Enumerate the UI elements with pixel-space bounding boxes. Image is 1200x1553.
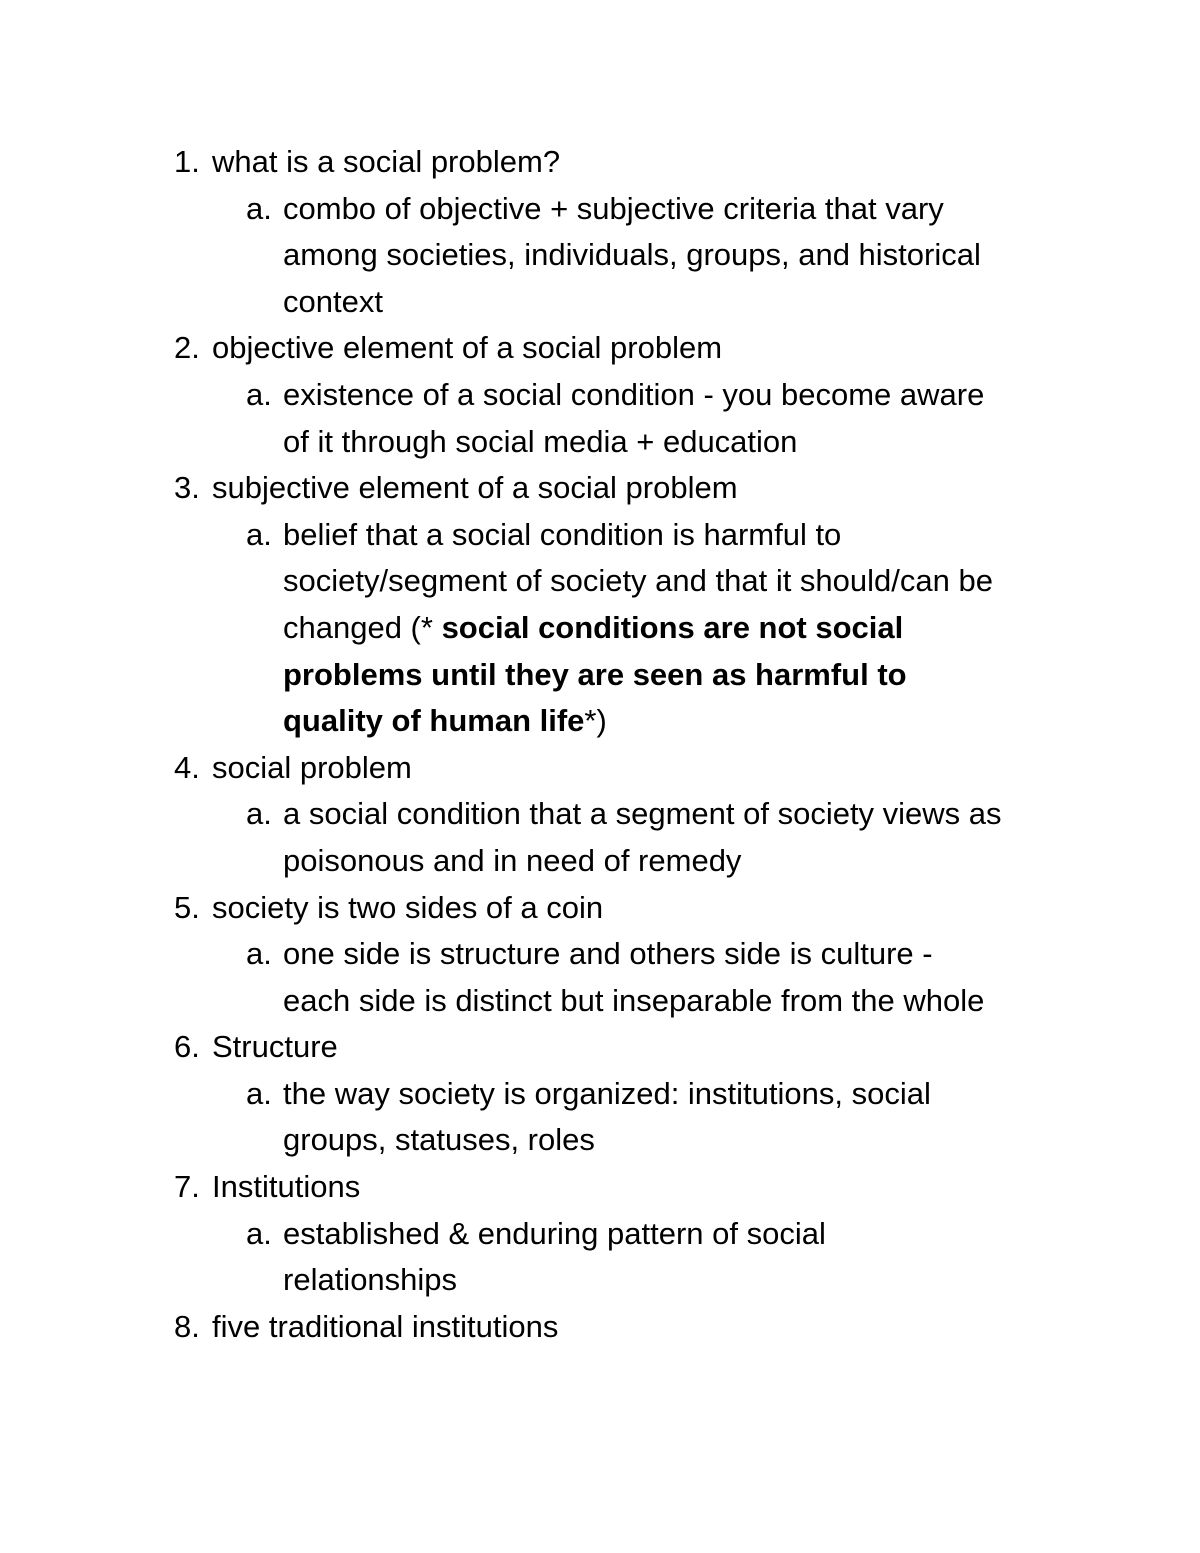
list-item <box>174 745 1074 885</box>
notes-list <box>174 139 1074 1350</box>
item-heading <box>174 885 1074 932</box>
item-text: five traditional institutions <box>212 1308 559 1344</box>
sub-item-letter: a. <box>246 796 272 832</box>
sub-item-text: the way society is organized: institutions, social groups, statuses, roles <box>283 1075 931 1158</box>
item-heading <box>174 745 1074 792</box>
list-item <box>174 1304 1074 1351</box>
sub-item-text: established & enduring pattern of social relationships <box>283 1215 826 1298</box>
item-heading <box>174 1304 1074 1351</box>
item-number: 8. <box>174 1308 200 1344</box>
list-item <box>174 465 1074 745</box>
sub-item-text-plain: belief that a social condition is harmful to society/segment of society and that it should/can be changed (* <box>283 516 993 645</box>
emphasized-note: social conditions are not social problems until they are seen as harmful to quality of human life <box>283 609 907 739</box>
sub-item <box>246 512 1006 745</box>
sub-item-text: one side is structure and others side is culture - each side is distinct but inseparable from the whole <box>283 936 985 1018</box>
item-text: Institutions <box>212 1169 361 1205</box>
sub-item-letter: a. <box>246 936 272 972</box>
list-item <box>174 1164 1074 1304</box>
item-text: social problem <box>212 749 412 785</box>
sub-item <box>246 1071 1006 1164</box>
sub-item <box>246 372 1006 465</box>
list-item <box>174 325 1074 465</box>
item-number: 5. <box>174 889 200 925</box>
item-heading <box>174 1024 1074 1071</box>
sub-item-letter: a. <box>246 376 272 412</box>
list-item <box>174 1024 1074 1164</box>
list-item <box>174 139 1074 325</box>
sub-item <box>246 791 1006 884</box>
item-number: 2. <box>174 330 200 366</box>
item-number: 7. <box>174 1169 200 1205</box>
item-number: 4. <box>174 749 200 785</box>
sub-item-letter: a. <box>246 516 272 552</box>
sub-item-text: a social condition that a segment of society views as poisonous and in need of remedy <box>283 796 1002 878</box>
item-heading <box>174 325 1074 372</box>
sub-item-text: existence of a social condition - you become aware of it through social media + education <box>283 376 985 459</box>
sub-item <box>246 186 1006 326</box>
item-heading <box>174 465 1074 512</box>
sub-item-letter: a. <box>246 190 272 226</box>
item-heading <box>174 139 1074 186</box>
item-number: 3. <box>174 470 200 506</box>
sub-item-letter: a. <box>246 1215 272 1251</box>
item-text: objective element of a social problem <box>212 330 723 366</box>
sub-item <box>246 931 1006 1024</box>
item-text: Structure <box>212 1029 338 1065</box>
item-number: 6. <box>174 1029 200 1065</box>
item-text: society is two sides of a coin <box>212 889 604 925</box>
sub-item-text: combo of objective + subjective criteria that vary among societies, individuals, groups, and historical context <box>283 190 981 319</box>
item-text: subjective element of a social problem <box>212 470 738 506</box>
item-number: 1. <box>174 144 200 179</box>
sub-item-text <box>283 512 1006 745</box>
item-text: what is a social problem? <box>212 144 561 179</box>
sub-item-text-closing: *) <box>584 703 607 739</box>
sub-item <box>246 1211 1006 1304</box>
item-heading <box>174 1164 1074 1211</box>
sub-item-letter: a. <box>246 1075 272 1111</box>
list-item <box>174 885 1074 1025</box>
